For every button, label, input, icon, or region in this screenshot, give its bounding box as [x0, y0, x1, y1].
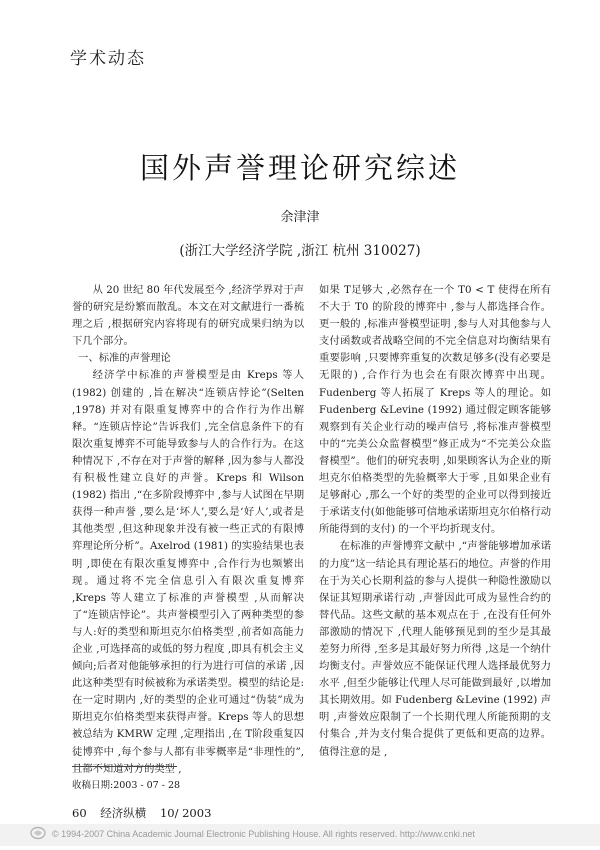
received-date: 收稿日期:2003 - 07 - 28	[72, 780, 181, 791]
page-number: 60	[72, 806, 87, 820]
article-title: 国外声誉理论研究综述	[139, 151, 460, 185]
left-column	[72, 282, 304, 778]
section-tag: 学术动态	[70, 49, 146, 69]
right-column	[319, 282, 551, 761]
journal-name: 经济纵横	[100, 806, 147, 820]
body-paragraph-continued: 如果 T足够大 ,必然存在一个 T0 < T 使得在所有不大于 T0 的阶段的博弈中 ,参与人都选择合作。更一般的 ,标准声誉模型证明 ,参与人对其他参与人支付函数或者战略空间的不完全信息对均衡结果有重要影响 ,只要博弈重复的次数足够多(没有必要是无限的) ,合作行为也会在有限次博弈中出现。Fudenberg 等人拓展了 Kreps 等人的理论。如 Fudenberg &Levine (1992) 通过假定顾客能够观察到有关企业行动的噪声信号 ,将标准声誉模型中的“完美公众监督模型”修正成为“不完美公众监督模型”。他们的研究表明 ,如果顾客认为企业的斯坦克尔伯格类型的先验概率大于零 ,且如果企业有足够耐心 ,那么一个好的类型的企业可以得到接近于承诺支付(如他能够可信地承诺斯坦克尔伯格行动所能得到的支付) 的一个平均折现支付。	[319, 284, 551, 536]
cnki-logo-icon	[30, 826, 46, 840]
author-name: 余津津	[280, 210, 320, 225]
page-footer	[72, 805, 221, 821]
footnote-divider	[72, 766, 177, 767]
journal-issue: 10/ 2003	[159, 806, 212, 820]
author-affiliation: (浙江大学经济学院 ,浙江 杭州 310027)	[179, 243, 421, 259]
copyright-notice: © 1994-2007 China Academic Journal Electronic Publishing House. All rights reserved. http://www.cnki.net	[52, 829, 475, 839]
intro-paragraph: 从 20 世纪 80 年代发展至今 ,经济学界对于声誉的研究是纷繁而散乱。本文在对文献进行一番梳理之后 ,根据研究内容将现有的研究成果归纳为以下几个部分。	[72, 284, 304, 348]
body-paragraph: 在标准的声誉博弈文献中 ,“声誉能够增加承诺的力度”这一结论具有理论基石的地位。声誉的作用在于为关心长期利益的参与人提供一种隐性激励以保证其短期承诺行动 ,声誉因此可成为显性合约的替代品。这些文献的基本观点在于 ,在没有任何外部激励的情况下 ,代理人能够预见到的至少是其最差努力所得 ,至多是其最好努力所得 ,这是一个纳什均衡支付。声誉效应不能保证代理人选择最优努力水平 ,但至少能够让代理人尽可能做到最好 ,以增加其长期效用。如 Fudenberg &Levine (1992) 声明 ,声誉效应限制了一个长期代理人所能预期的支付集合 ,并为支付集合提供了更低和更高的边界。值得注意的是 ,	[319, 540, 551, 758]
section-heading: 一、标准的声誉理论	[78, 352, 171, 365]
body-paragraph: 经济学中标准的声誉模型是由 Kreps 等人(1982) 创建的 ,旨在解决“连锁店悖论”(Selten ,1978) 并对有限重复博弈中的合作行为作出解释。“连锁店悖论”告诉我们 ,完全信息条件下的有限次重复博弈不可能导致参与人的合作行为。在这种情况下 ,不存在对于声誉的解释 ,因为参与人都没有积极性建立良好的声誉。Kreps 和 Wilson (1982) 指出 ,“在多阶段博弈中 ,参与人试图在早期获得一种声誉 ,要么是‘坏人’,要么是‘好人’,或者是其他类型 ,但这种现象并没有被一些正式的有限博弈理论所分析”。Axelrod (1981) 的实验结果也表明 ,即使在有限次重复博弈中 ,合作行为也频繁出现。通过将不完全信息引入有限次重复博弈 ,Kreps 等人建立了标准的声誉模型 ,从而解决了“连锁店悖论”。共声誉模型引入了两种类型的参与人:好的类型和斯坦克尔伯格类型 ,前者如高能力企业 ,可选择高的或低的努力程度 ,即具有机会主义倾向;后者对他能够承担的行为进行可信的承诺 ,因此这种类型有时候被称为承诺类型。模型的结论是:在一定时期内 ,好的类型的企业可通过“伪装”成为斯坦克尔伯格类型来获得声誉。Kreps 等人的思想被总结为 KMRW 定理 ,定理指出 ,在 T阶段重复囚徒博弈中 ,每个参与人都有非零概率是“非理性的”,且都不知道对方的类型 ,	[72, 369, 304, 775]
